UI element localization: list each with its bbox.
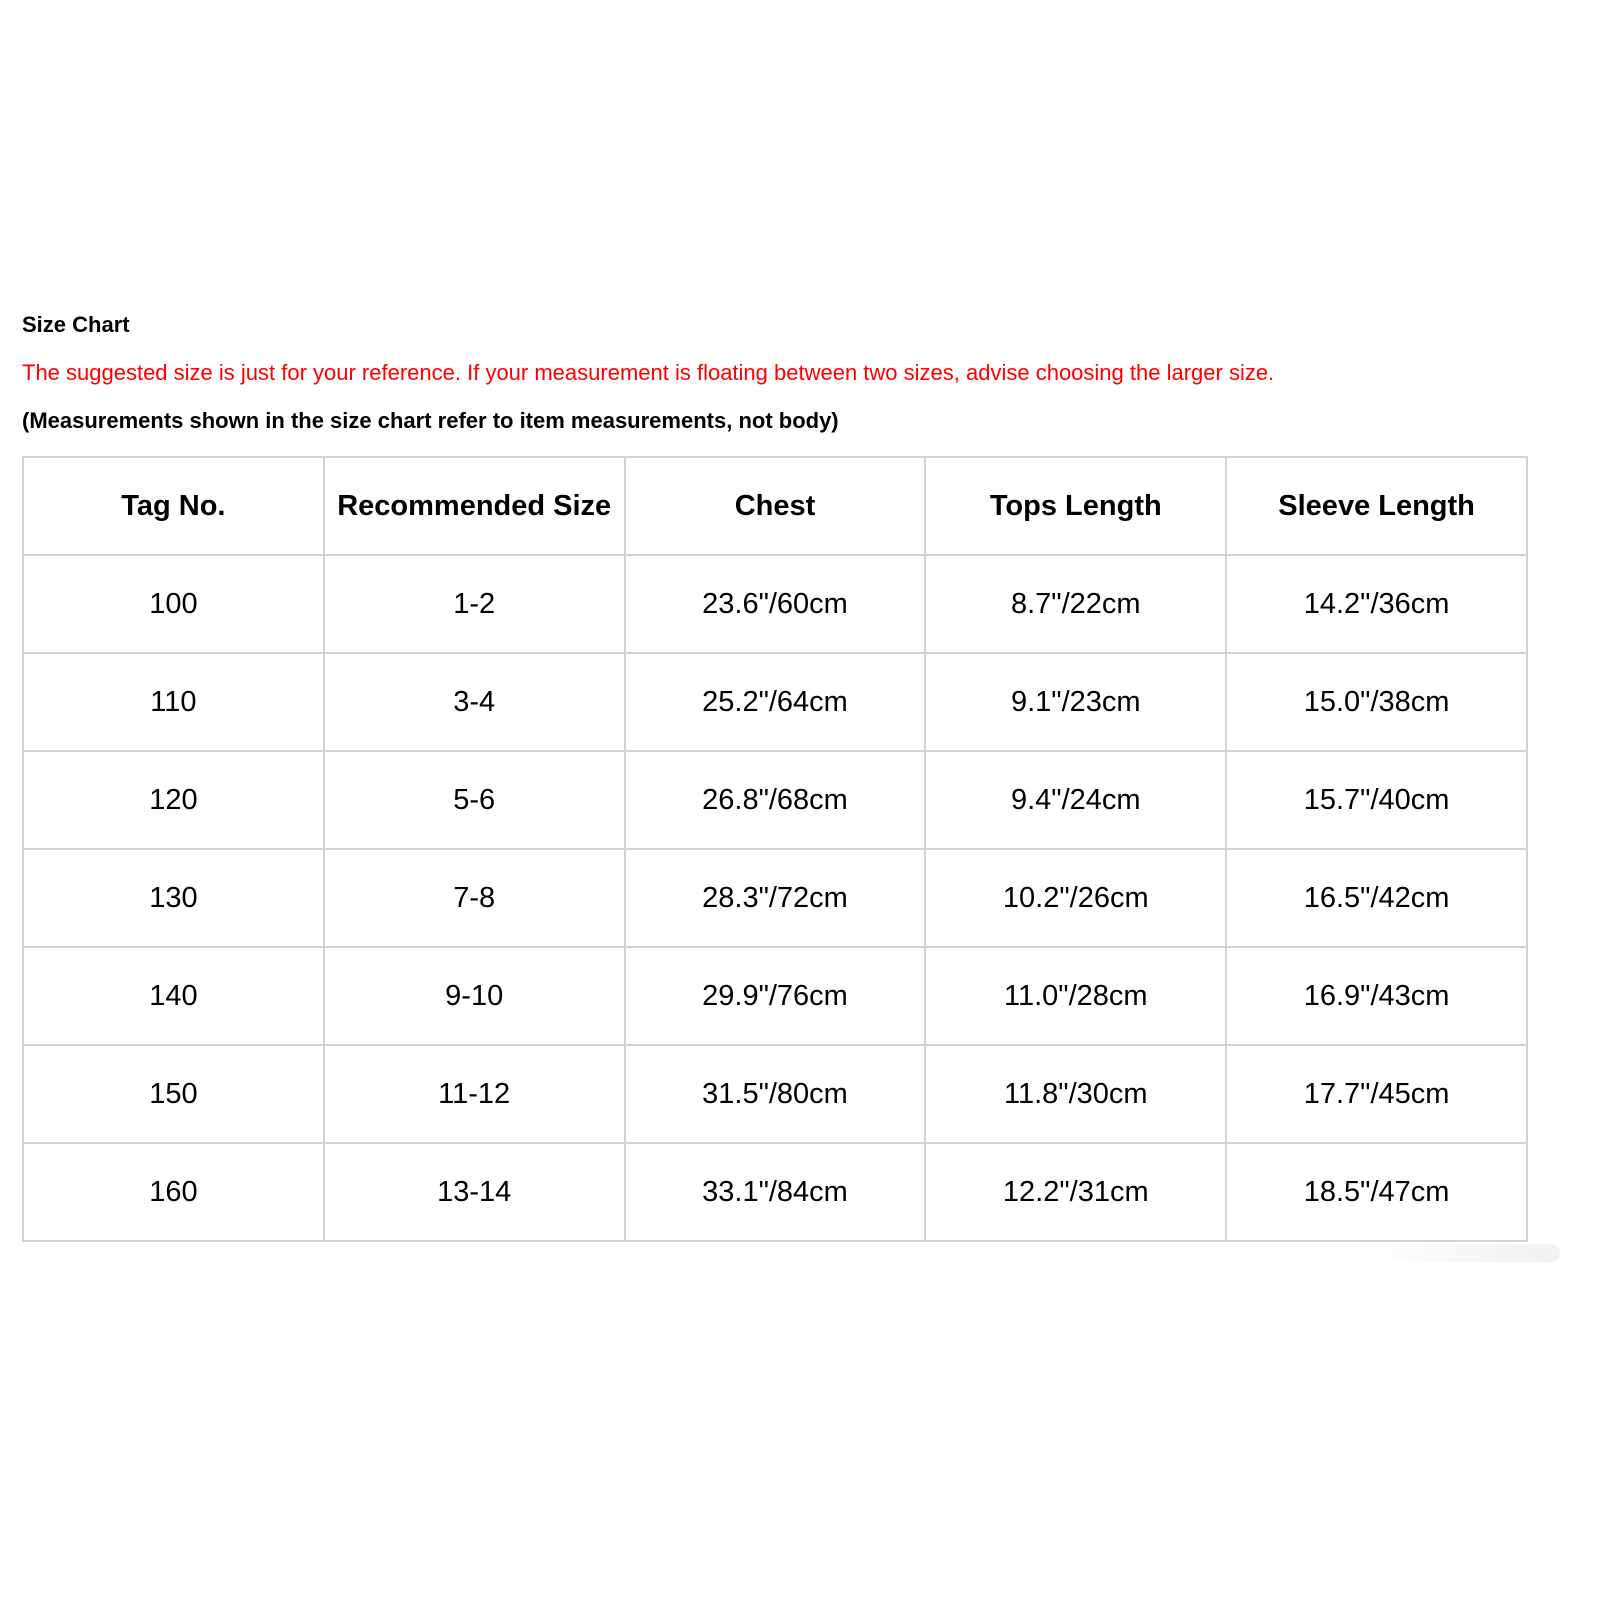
cell-chest: 26.8"/68cm (625, 751, 926, 849)
page-title: Size Chart (22, 312, 130, 337)
table-row (23, 653, 1527, 751)
table-row (23, 1045, 1527, 1143)
header-recommended-size: Recommended Size (324, 457, 625, 555)
cell-recommended-size: 9-10 (324, 947, 625, 1045)
cell-recommended-size: 7-8 (324, 849, 625, 947)
table-header-row (23, 457, 1527, 555)
measurement-note: (Measurements shown in the size chart refer to item measurements, not body) (22, 408, 839, 433)
cell-chest: 28.3"/72cm (625, 849, 926, 947)
cell-tag-no: 140 (23, 947, 324, 1045)
cell-sleeve-length: 16.9"/43cm (1226, 947, 1527, 1045)
cell-recommended-size: 11-12 (324, 1045, 625, 1143)
cell-tag-no: 120 (23, 751, 324, 849)
cell-tag-no: 150 (23, 1045, 324, 1143)
page-edge-shadow (1360, 1244, 1560, 1262)
table-row (23, 555, 1527, 653)
cell-tops-length: 11.8"/30cm (925, 1045, 1226, 1143)
cell-tops-length: 9.1"/23cm (925, 653, 1226, 751)
cell-chest: 25.2"/64cm (625, 653, 926, 751)
header-tag-no: Tag No. (23, 457, 324, 555)
cell-tops-length: 9.4"/24cm (925, 751, 1226, 849)
cell-recommended-size: 13-14 (324, 1143, 625, 1241)
header-chest: Chest (625, 457, 926, 555)
cell-chest: 31.5"/80cm (625, 1045, 926, 1143)
cell-tops-length: 12.2"/31cm (925, 1143, 1226, 1241)
table-row (23, 947, 1527, 1045)
cell-sleeve-length: 14.2"/36cm (1226, 555, 1527, 653)
cell-tag-no: 110 (23, 653, 324, 751)
size-advice-note: The suggested size is just for your reference. If your measurement is floating between two sizes, advise choosing the larger size. (22, 360, 1275, 385)
cell-sleeve-length: 16.5"/42cm (1226, 849, 1527, 947)
cell-sleeve-length: 15.7"/40cm (1226, 751, 1527, 849)
cell-sleeve-length: 18.5"/47cm (1226, 1143, 1527, 1241)
cell-sleeve-length: 15.0"/38cm (1226, 653, 1527, 751)
cell-tag-no: 160 (23, 1143, 324, 1241)
cell-recommended-size: 3-4 (324, 653, 625, 751)
cell-chest: 33.1"/84cm (625, 1143, 926, 1241)
cell-chest: 29.9"/76cm (625, 947, 926, 1045)
cell-recommended-size: 1-2 (324, 555, 625, 653)
cell-tag-no: 130 (23, 849, 324, 947)
size-table (22, 456, 1528, 1242)
header-sleeve-length: Sleeve Length (1226, 457, 1527, 555)
header-tops-length: Tops Length (925, 457, 1226, 555)
table-row (23, 751, 1527, 849)
cell-sleeve-length: 17.7"/45cm (1226, 1045, 1527, 1143)
table-row (23, 1143, 1527, 1241)
cell-chest: 23.6"/60cm (625, 555, 926, 653)
cell-tag-no: 100 (23, 555, 324, 653)
table-row (23, 849, 1527, 947)
cell-tops-length: 11.0"/28cm (925, 947, 1226, 1045)
cell-tops-length: 10.2"/26cm (925, 849, 1226, 947)
cell-recommended-size: 5-6 (324, 751, 625, 849)
cell-tops-length: 8.7"/22cm (925, 555, 1226, 653)
